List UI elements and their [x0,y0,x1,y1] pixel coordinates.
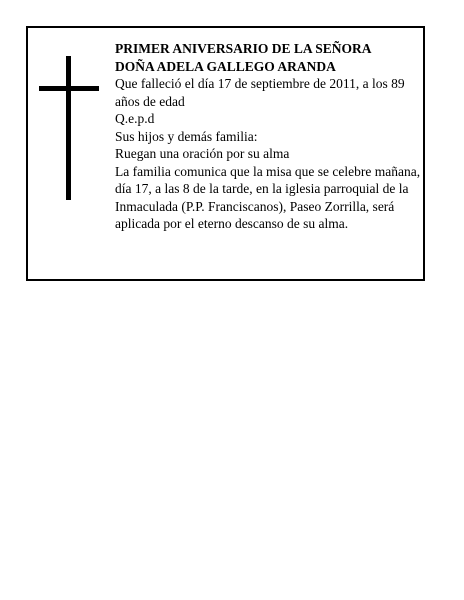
prayer-text: Ruegan una oración por su alma [115,146,290,161]
notice-title-line1: PRIMER ANIVERSARIO DE LA SEÑORA [115,41,372,56]
mass-info: La familia comunica que la misa que se celebre mañana, día 17, a las 8 de la tarde, en la iglesia parroquial de la Inmaculada (P.P. Franciscanos), Paseo Zorrilla, será aplicada por el eterno descanso de su alma. [115,163,421,231]
notice-title-line2: DOÑA ADELA GALLEGO ARANDA [115,58,336,74]
cross-icon [39,56,99,200]
obituary-notice [26,26,425,281]
death-info: Que falleció el día 17 de septiembre de 2011, a los 89 años de edad [115,76,405,109]
cross-horizontal-bar [39,86,99,91]
cross-vertical-bar [66,56,71,200]
qepd-text: Q.e.p.d [115,111,155,126]
family-text: Sus hijos y demás familia: [115,128,258,144]
notice-text [115,40,425,233]
